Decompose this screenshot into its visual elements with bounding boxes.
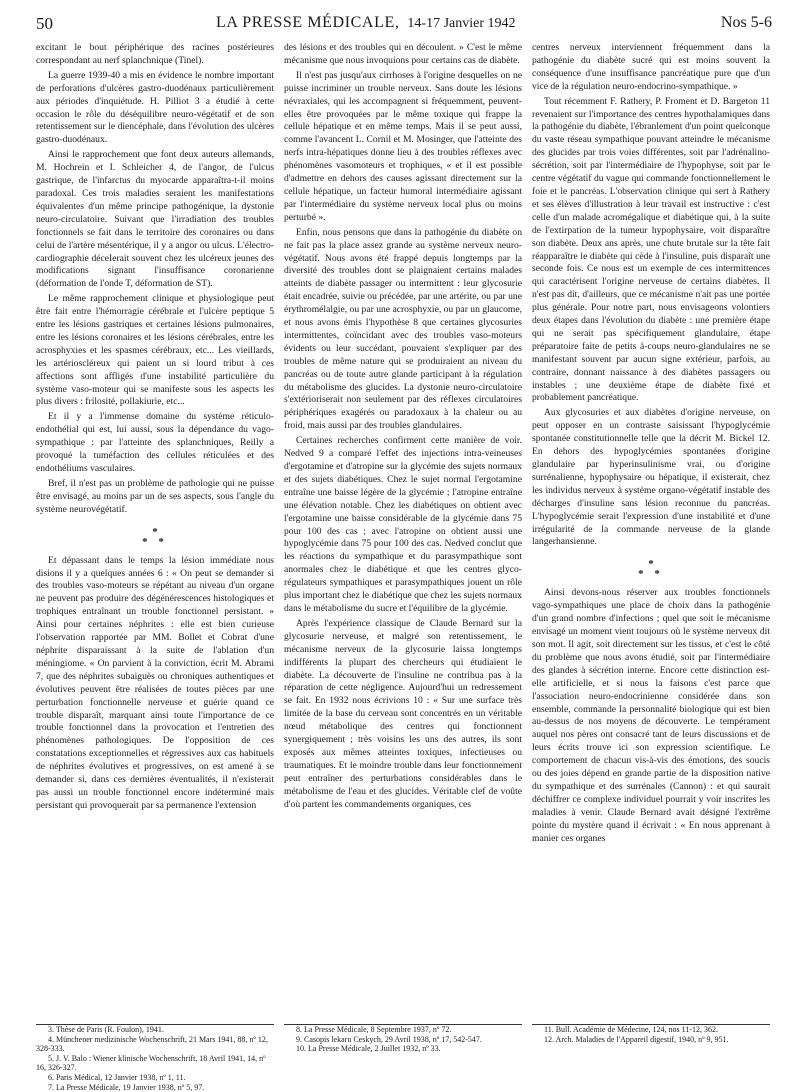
separator-stars: * * [638, 568, 664, 581]
separator-star: * [648, 558, 654, 571]
page-number: 50 [36, 14, 53, 33]
issue-number: Nos 5-6 [720, 14, 772, 31]
section-separator [36, 527, 274, 547]
footnotes-column-3 [532, 1024, 770, 1044]
footnote: 10. La Presse Médicale, 2 Juillet 1932, nº 33. [296, 1044, 441, 1054]
paragraph: Ainsi le rapprochement que font deux auteurs allemands, M. Hochrein et I. Schleicher 4, de l'angor, de l'ulcus gastrique, de l'infarctus du myocarde apparaîtra-t-il moins paradoxal. Ces trois maladies seraient les manifestations équivalentes d'un même principe pathogénique, la dystonie neuro-circulatoire. Suivant que l'irradiation des troubles fonctionnels se fait dans le territoire des coronaires ou dans celui de l'artère mésentérique, il y a angor ou ulcus. L'électro-cardiographie déceIerait souvent chez les ulcéreux jeunes des modifications signant l'insuffisance coronarienne (déformation de l'onde T, déformation de ST). [36, 149, 274, 290]
footnote: 7. La Presse Médicale, 19 Janvier 1938, nº 5, 97. [48, 1082, 205, 1092]
paragraph: Et dépassant dans le temps la lésion immédiate nous disions il y a quelques années 6 : « On peut se demander si des troubles vaso-moteurs se répétant au niveau d'un organe ne peuvent pas produire des dégénérescences histologiques et trophiques entraînant un trouble fonctionnel persistant. » Ainsi pour certaines néphrites : elle est bien curieuse l'observation rapportée par MM. Bollet et Cobrat d'une néphrite disparaissant à la suite de l'ablation d'un méningiome. « On parvient à la conviction, écrit M. Abrami 7, que des néphrites subaiguës ou chroniques authentiques et évolutives peuvent être réalisées de toutes pièces par une perturbation fonctionnelle nerveuse et guérie quand ce trouble disparaît, marquant ainsi toute l'importance de ce trouble fonctionnel dans la provocation et l'entretien des phénomènes pathologiques. De l'opposition de ces constatations exceptionnelles et régressives aux cas habituels de néphrites évolutives et progressives, on est amené à se demander si, dans ces dernières éventualités, il n'existerait pas aussi un trouble fonctionnel encore indéterminé mais persistant qui provoquerait par sa permanence l'extension [36, 554, 274, 811]
page-header [36, 14, 772, 38]
paragraph: Certaines recherches confirment cette manière de voir. Nedved 9 a comparé l'effet des injections intra-veineuses d'ergotamine et d'atropine sur la glycémie des sujets normaux et des sujets diabétiques. Chez le sujet normal l'ergotamine entraîne une baisse légère de la glycémie ; l'atropine entraîne une élévation notable. Chez les diabétiques on obtient avec l'ergotamine une baisse considérable de la glycémie dans 75 pour 100 des cas ; avec l'atropine on obtient aussi une hypoglycémie dans 75 pour 100 des cas. Nedved conclut que les réactions du sympathique et du parasympathique sont anormales chez le diabétique et que les centres glyco-régulateurs sympathiques et parasympathiques jouent un rôle plus important chez le diabétique que chez les sujets normaux dans le métabolisme du sucre et l'équilibre de la glycémie. [284, 435, 522, 614]
column-3 [532, 42, 770, 1022]
paragraph: La guerre 1939-40 a mis en évidence le nombre important de perforations d'ulcères gastro-duodénaux particulièrement aux périodes d'inquiétude. H. Pilliot 3 a étudié à cette occasion le rôle du déséquilibre neuro-végétatif et de son retentissement sur le diencéphale, dans l'évolution des ulcères gastro-duodénaux. [36, 69, 274, 146]
footnote: 4. Münchener medizinische Wochenschrift, 21 Mars 1941, 88, nº 12, 328-333. [36, 1034, 268, 1054]
column-1 [36, 42, 274, 1022]
section-separator [532, 559, 770, 579]
paragraph: Bref, il n'est pas un problème de pathologie qui ne puisse être envisagé, au moins par un de ses aspects, sous l'angle du système neurovégétatif. [36, 477, 274, 515]
paragraph: Le même rapprochement clinique et physiologique peut être fait entre l'hémorragie cérébrale et l'ulcère peptique 5 entre les lésions gastriques et certaines lésions pulmonaires, entre les lésions coronaires et les lésions cérébrales, entre les acrosphyxies et les spasmes cérébraux, etc... Les vieillards, les artérioscléreux qui paient un si lourd tribut à ces affections sont affligés d'une instabilité particulière du système vaso-moteur qui se manifeste sous les aspects les plus divers : frilosité, pollakiurie, etc... [36, 293, 274, 408]
footnote: 5. J. V. Balo : Wiener klinische Wochenschrift, 18 Avril 1941, 14, nº 16, 326-327. [36, 1053, 266, 1073]
issue-date: 14-17 Janvier 1942 [407, 16, 516, 31]
journal-name: LA PRESSE MÉDICALE, [216, 14, 400, 31]
paragraph: Après l'expérience classique de Claude Bernard sur la glycosurie nerveuse, et malgré son retentissement, le mécanisme nerveux de la glycosurie laissa longtemps indifférents la plupart des chercheurs qui étudiaient le diabète. La découverte de l'insuline ne contribua pas à la réparation de cette négligence. Aujourd'hui un redressement se fait. En 1932 nous écrivions 10 : « Sur une surface très limitée de la base du cerveau sont concentrés en un véritable nœud métabolique des centres qui fonctionnent synergiquement ; très voisins les uns des autres, ils sont exposés aux mêmes atteintes toxiques, infectieuses ou traumatiques. Et le moindre trouble dans leur fonctionnement peut entraîner des perturbations considérables dans le métabolisme de l'eau et des glucides. Véritable clef de voûte d'où partent les commandements organiques, ces [284, 617, 522, 810]
paragraph: centres nerveux interviennent fréquemment dans la pathogénie du diabète sucré qui est moins souvent la conséquence d'une insuffisance pancréatique pure que d'un vice de la régulation neuro-endocrino-sympathique. » [532, 42, 770, 92]
paragraph: Il n'est pas jusqu'aux cirrhoses à l'origine desquelles on ne puisse incriminer un trouble nerveux. Sans doute les lésions névraxiales, qui les accompagnent si fréquemment, peuvent-elles être provoquées par le même toxique qui frappe la cellule hépatique et en même temps. Mais il se peut aussi, comme l'avancent L. Cornil et M. Mosinger, que l'atteinte des nerfs intra-hépatiques donne lieu à des troubles réflexes avec phénomènes vasomoteurs et trophiques, « et il est possible d'admettre en dehors des causes agissant directement sur la cellule hépatique, un facteur humoral intermédiaire agissant par l'intermédiaire du système nerveux local plus ou moins perturbé ». [284, 69, 522, 223]
paragraph: Enfin, nous pensons que dans la pathogénie du diabète on ne fait pas la place assez grande au système nerveux neuro-végétatif. Nous avons été frappé depuis longtemps par la diversité des troubles dont se plaignaient certains malades atteints de diabète passager ou intermittent : leur glycosurie était encadrée, suivie ou précédée, par une artérite, ou par une érythromélalgie, ou par une acrosphyxie, ou par un glaucome, et nous avons émis l'hypothèse 8 que certaines glycosuries intermittentes, coïncidant avec des troubles vaso-moteurs évidents ou leur succédant, pouvaient s'expliquer par des troubles de même nature qui se produiraient au niveau du pancréas ou de toute autre glande participant à la régulation du métabolisme des glucides. La dystonie neuro-circulatoire s'extérioriserait non seulement par des réflexes circulatoires périphériques exagérés ou paradoxaux à la chaleur ou au froid, mais aussi par des troubles glandulaires. [284, 226, 522, 432]
paragraph: Tout récemment F. Rathery, P. Froment et D. Bargeton 11 revenaient sur l'importance des centres hypothalamiques dans la pathogénie du diabète, l'ébranlement d'un point quelconque du vaste réseau sympathique pouvant atteindre le mécanisme des glucides par trois voies différentes, soit par l'adrénalino-sécrétion, soit par l'intermédiaire de l'hypophyse, soit par le centre végétatif du vague qui commande fonctionnellement le foie et le pancréas. L'observation clinique qui sert à Rathery et ses élèves d'illustration à leur travail est instructive : c'est celle d'un malade acromégalique et diabétique qui, à la suite de l'extirpation de la tumeur hypophysaire, voit disparaître son diabète. Deux ans après, une chute brutale sur la tête fait réapparaître le diabète qui cède à l'insuline, puis disparaît une seconde fois. Ce nous est un exemple de ces intermittences qui caractérisent l'origine nerveuse de certains diabètes. Il n'est pas dit, d'ailleurs, que ce mécanisme n'ait pas une portée plus générale. Pour notre part, nous envisageons volontiers deux étapes dans l'évolution du diabète : une première étape qui ne serait pas spécifiquement glandulaire, étape préparatoire faite de petits à-coups neuro-glandulaires ne se manifestant souvent par aucun signe extérieur, parfois, au contraire, donnant naissance à des diabètes passagers ou instables ; une deuxième étape de diabète fixé et probablement pancréatique. [532, 95, 770, 404]
footnote: 12. Arch. Maladies de l'Appareil digestif, 1940, nº 9, 951. [544, 1034, 729, 1044]
paragraph: excitant le bout périphérique des racines postérieures correspondant au nerf splanchnique (Tinel). [36, 42, 274, 66]
paragraph: des lésions et des troubles qui en découlent. » C'est le même mécanisme que nous invoquions pour certains cas de diabète. [284, 42, 522, 66]
footnote: 6. Paris Médical, 12 Janvier 1938, nº 1, 11. [48, 1072, 186, 1082]
footnote: 11. Bull. Académie de Médecine, 124, nos 11-12, 362. [544, 1025, 719, 1034]
paragraph: Ainsi devons-nous réserver aux troubles fonctionnels vago-sympathiques une place de choix dans la pathogénie d'un grand nombre d'infections ; quel que soit le mécanisme envisagé un moment vient toujours où le système nerveux dit son mot. Il agit, soit directement sur les tissus, et c'est le côté du problème que nous avons étudié, soit par l'intermédiaire des glandes à sécrétion interne. Encore cette distinction est-elle artificielle, et si nous la faisons c'est parce que l'association neuro-endocrinienne considérée dans son ensemble, commande la personnalité biologique qui est bien au-dessus de nos moyens de découverte. Le tempérament auquel nos pères ont consacré tant de leurs discussions et de leurs écrits trouve ici son expression scientifique. Le comportement de chacun vis-à-vis des émotions, des soucis ou des joies dépend en grande partie de la disposition native du sympathique et des surrénales (Cannon) : et qui saurait déchiffrer ce complexe individuel pourrait y voir inscrites les maladies à venir. Claude Bernard avait désigné l'extrême pointe du mystère quand il écrivait : « En nous apprenant à manier ces organes [532, 587, 770, 844]
footnote: 8. La Presse Médicale, 8 Septembre 1937, nº 72. [296, 1025, 452, 1034]
footnote: 3. Thèse de Paris (R. Foulon), 1941. [48, 1025, 164, 1034]
paragraph: Aux glycosuries et aux diabètes d'origine nerveuse, on peut opposer en un contraste saisissant l'hypoglycémie spontanée constitutionnelle telle que la décrit M. Bickel 12. En dehors des hypoglycémies spontanées d'origine glandulaire par hyperinsulinisme vrai, ou d'origine surrénalienne, hypophysaire ou hépatique, il existerait, chez les individus nerveux à système organo-végétatif instable des décharges d'insuline sans lésion reconnue du pancréas. L'hypoglycémie serait l'expression d'une instabilité et d'une irrégularité de la commande nerveuse de la glande langerhansienne. [532, 407, 770, 548]
footnotes-column-2 [284, 1024, 522, 1054]
footnote: 9. Casopis lekaru Ceskych, 29 Avril 1938, nº 17, 542-547. [296, 1034, 482, 1044]
journal-title [216, 14, 516, 32]
separator-stars: * * [142, 535, 168, 548]
column-2 [284, 42, 522, 1022]
paragraph: Et il y a l'immense domaine du système réticulo-endothélial qui est, lui aussi, sous la dépendance du vago-sympathique : par l'atteinte des splanchniques, Reilly a provoqué la tuméfaction des cellules réticulées et des endothéliums vasculaires. [36, 411, 274, 474]
separator-star: * [152, 525, 158, 538]
